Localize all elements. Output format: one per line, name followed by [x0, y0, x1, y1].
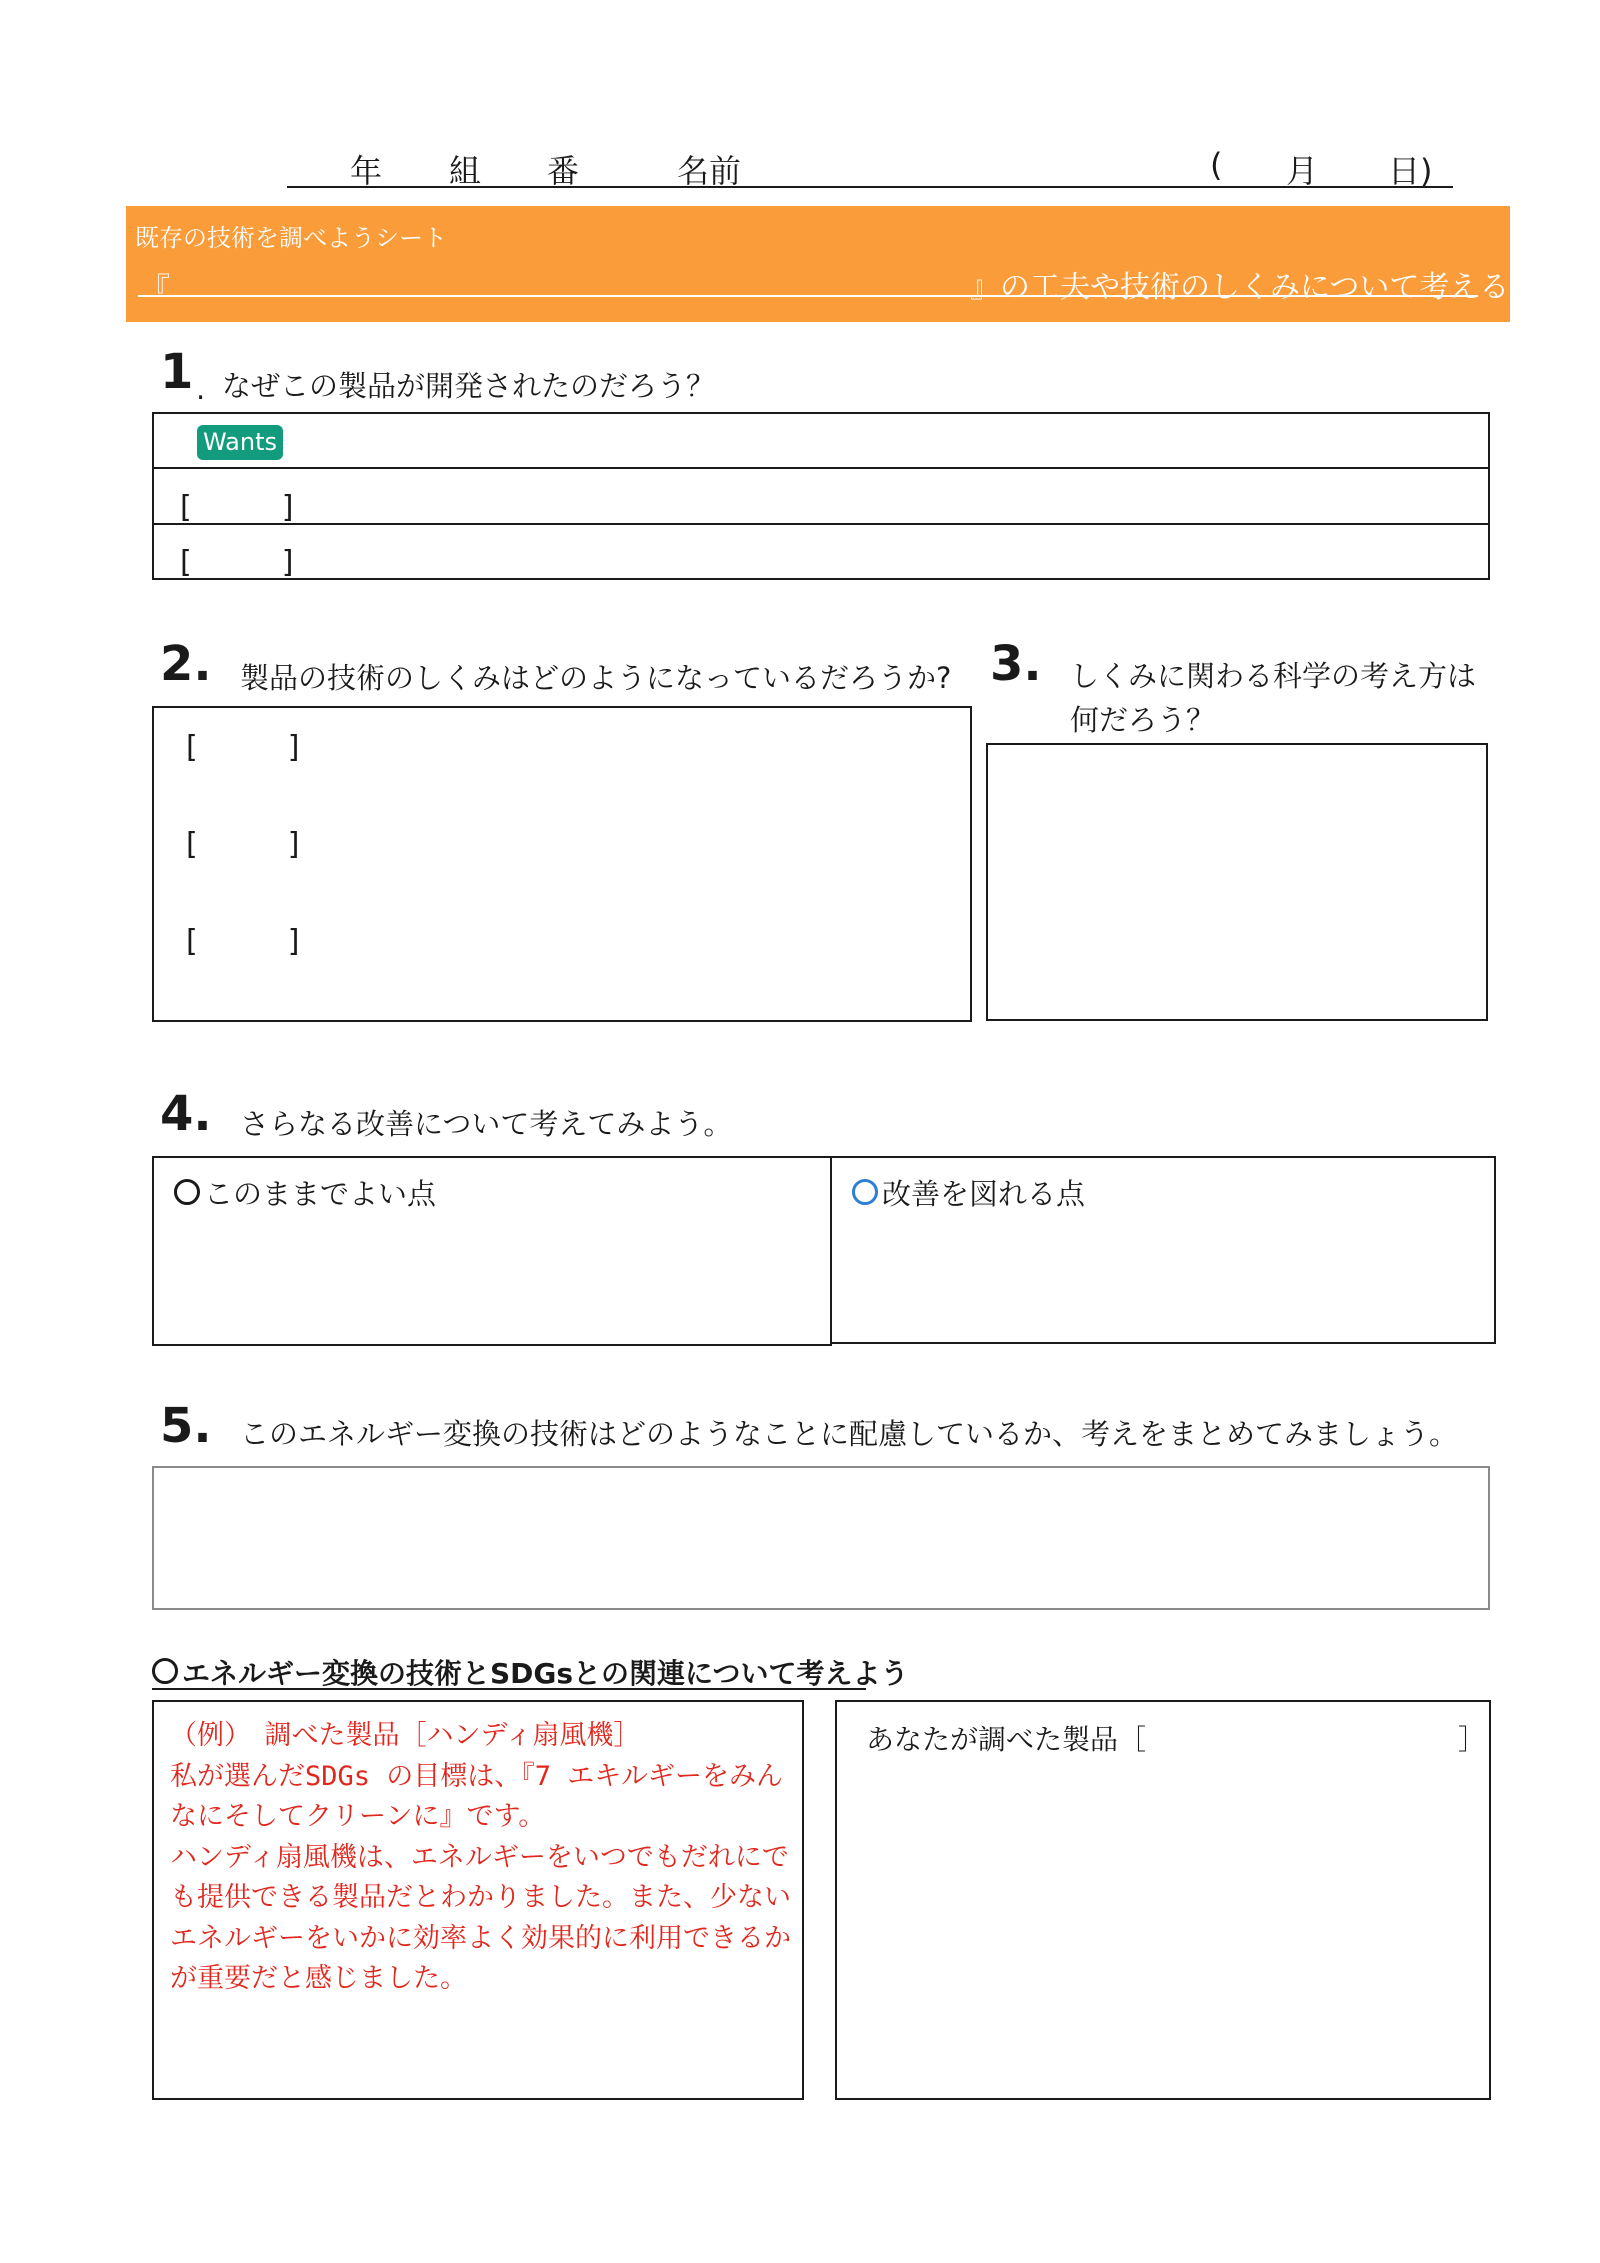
q4-number: 4.	[160, 1086, 212, 1142]
q5-question: このエネルギー変換の技術はどのようなことに配慮しているか、考えをまとめてみましょう。	[240, 1417, 1459, 1451]
q3-number: 3.	[990, 636, 1042, 692]
q2-row-3-bracket[interactable]: [ ]	[186, 924, 300, 959]
circle-icon	[174, 1179, 200, 1205]
q1-row-1-bracket[interactable]: [ ]	[180, 490, 294, 525]
sdgs-heading	[152, 1652, 909, 1692]
q2-number: 2.	[160, 636, 212, 692]
banner-underline	[138, 295, 1478, 297]
example-line: 私が選んだSDGs の目標は、『7 エキルギーをみん	[170, 1760, 784, 1792]
header-underline	[287, 186, 1453, 188]
header-day: 日)	[1388, 152, 1433, 190]
wants-badge: Wants	[197, 425, 283, 460]
q1-answer-table[interactable]	[152, 412, 1490, 580]
q4-keep-label	[174, 1172, 436, 1213]
sdgs-example-text	[170, 1716, 791, 2000]
example-line: （例） 調べた製品［ハンディ扇風機］	[170, 1720, 641, 1751]
q4-improve-label	[852, 1172, 1085, 1213]
sdgs-heading-text: エネルギー変換の技術とSDGsとの関連について考えよう	[182, 1657, 909, 1690]
q1-question: なぜこの製品が開発されたのだろう？	[222, 369, 716, 403]
your-product-close-bracket: ］	[1458, 1723, 1487, 1756]
header-year: 年	[350, 152, 383, 190]
your-product-label: あなたが調べた製品［	[866, 1723, 1147, 1756]
q3-question-line2: 何だろう？	[1070, 703, 1216, 737]
sdgs-your-product-box[interactable]	[835, 1700, 1491, 2100]
banner-open-quote: 『	[140, 272, 170, 307]
banner-topic-text: 』の工夫や技術のしくみについて考える。	[970, 270, 1540, 305]
header-month: 月	[1286, 152, 1319, 190]
q5-answer-box[interactable]	[152, 1466, 1490, 1610]
q4-improve-text: 改善を図れる点	[882, 1177, 1086, 1211]
q1-number: 1	[160, 344, 194, 400]
sdgs-heading-underline	[152, 1688, 866, 1690]
circle-icon	[152, 1658, 178, 1684]
q1-row-divider	[152, 523, 1490, 525]
q1-row-divider	[152, 467, 1490, 469]
q4-question: さらなる改善について考えてみよう。	[240, 1107, 733, 1141]
header-number: 番	[547, 152, 580, 190]
q3-answer-box[interactable]	[986, 743, 1488, 1021]
q2-row-2-bracket[interactable]: [ ]	[186, 827, 300, 862]
q2-question: 製品の技術のしくみはどのようになっているだろうか?	[240, 661, 952, 695]
header-class: 組	[449, 152, 482, 190]
header-name-label: 名前	[677, 152, 742, 190]
example-line: エネルギーをいかに効率よく効果的に利用できるか	[170, 1922, 791, 1954]
example-line: なにそしてクリーンに』です。	[170, 1801, 546, 1832]
q3-question-line1: しくみに関わる科学の考え方は	[1070, 659, 1477, 693]
q5-number: 5.	[160, 1398, 212, 1454]
header-paren-open: (	[1210, 146, 1223, 184]
q4-keep-text: このままでよい点	[204, 1177, 437, 1211]
circle-icon	[852, 1179, 878, 1205]
q1-row-2-bracket[interactable]: [ ]	[180, 545, 294, 580]
sheet-title: 既存の技術を調べようシート	[135, 224, 447, 252]
q2-row-1-bracket[interactable]: [ ]	[186, 730, 300, 765]
example-line: が重要だと感じました。	[170, 1963, 467, 1994]
q1-dot: .	[196, 372, 206, 406]
example-line: ハンディ扇風機は、エネルギーをいつでもだれにで	[170, 1841, 789, 1873]
example-line: も提供できる製品だとわかりました。また、少ない	[170, 1882, 791, 1913]
